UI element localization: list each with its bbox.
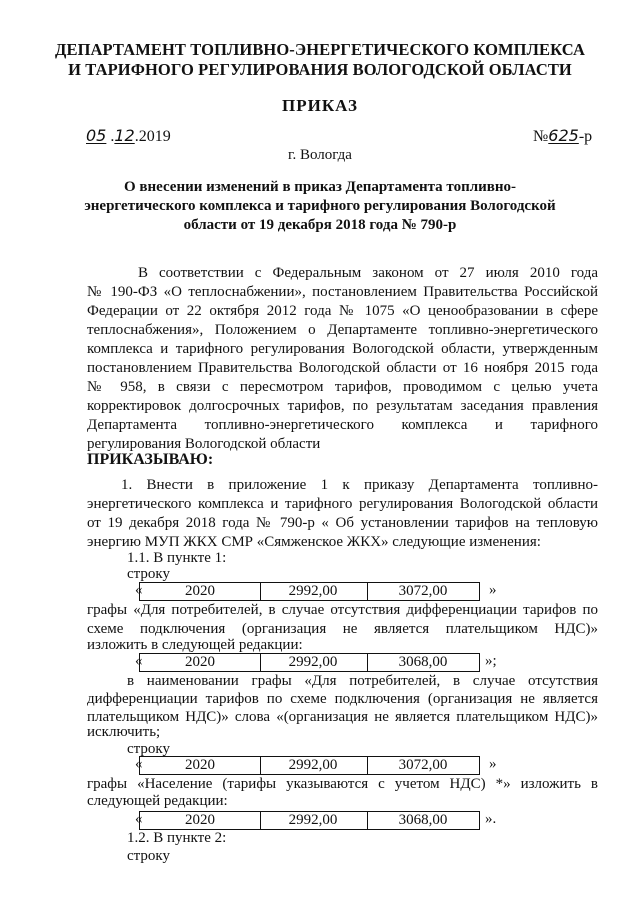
item1-line: 1. Внести в приложение 1 к приказу Департамента топливно- [121, 477, 598, 493]
order-date: 05 .12.2019 [86, 126, 171, 145]
stroku-label: строку [127, 848, 170, 864]
subject-line-1: О внесении изменений в приказ Департамента топливно- [123, 179, 517, 195]
item1-line: от 19 декабря 2018 года № 790-р « Об установлении тарифов на тепловую [87, 515, 598, 531]
city: г. Вологда [288, 147, 352, 163]
close-quote: ». [485, 811, 497, 827]
open-quote: « [135, 756, 143, 772]
open-quote: « [135, 582, 143, 598]
cell-value-1: 2992,00 [259, 811, 368, 830]
subitem-1-1-title: 1.1. В пункте 1: [127, 550, 227, 566]
preamble-line: постановлением Правительства Вологодской области от 16 ноября 2015 года [87, 360, 598, 376]
department-name-line-1: ДЕПАРТАМЕНТ ТОПЛИВНО-ЭНЕРГЕТИЧЕСКОГО КОМПЛЕКСА [55, 40, 585, 59]
subitem-1-2-title: 1.2. В пункте 2: [127, 830, 227, 846]
department-name-line-2: И ТАРИФНОГО РЕГУЛИРОВАНИЯ ВОЛОГОДСКОЙ ОБЛАСТИ [68, 60, 572, 79]
date-day-handwritten: 05 [86, 126, 107, 145]
preamble-line: комплекса и тарифного регулирования Вологодской области, утвержденным [87, 341, 598, 357]
text-b-line: плательщиком НДС)» слова «(организация не является плательщиком НДС)» [87, 709, 598, 725]
cell-value-2: 3068,00 [367, 811, 480, 830]
preamble-line: корректировок долгосрочных тарифов, по результатам заседания правления [87, 398, 598, 414]
text-c-last: следующей редакции: [87, 793, 228, 809]
cell-year: 2020 [139, 756, 261, 775]
stroku-label: строку [127, 741, 170, 757]
text-a-line: графы «Для потребителей, в случае отсутствия дифференциации тарифов по [87, 602, 598, 618]
open-quote: « [135, 653, 143, 669]
cell-year: 2020 [139, 582, 261, 601]
date-year: .2019 [134, 128, 171, 145]
text-b-line: в наименовании графы «Для потребителей, в случае отсутствия [127, 673, 598, 689]
stroku-label: строку [127, 566, 170, 582]
preamble-line: теплоснабжения», Положением о Департаменте топливно-энергетического [87, 322, 598, 338]
number-handwritten: 625 [548, 126, 579, 145]
cell-value-1: 2992,00 [259, 756, 368, 775]
date-month-handwritten: 12 [114, 126, 135, 145]
preamble-line: В соответствии с Федеральным законом от 27 июля 2010 года [138, 265, 598, 281]
order-word: ПРИКАЗЫВАЮ: [87, 451, 214, 468]
order-number [533, 126, 592, 146]
preamble-line: Департамента топливно-энергетического комплекса и тарифного [87, 417, 598, 433]
cell-value-2: 3068,00 [367, 653, 480, 672]
preamble-line: Федерации от 22 октября 2012 года № 1075 «О ценообразовании в сфере [87, 303, 598, 319]
close-quote: » [489, 756, 497, 772]
preamble-line-last: регулирования Вологодской области [87, 436, 321, 452]
preamble-line: № 190-ФЗ «О теплоснабжении», постановлением Правительства Российской [87, 284, 598, 300]
text-b-line: дифференциации тарифов по схеме подключения (организация не является [87, 691, 598, 707]
close-quote: »; [485, 653, 497, 669]
cell-value-2: 3072,00 [367, 582, 480, 601]
document-type-title: ПРИКАЗ [282, 96, 358, 115]
text-a-last: изложить в следующей редакции: [87, 637, 303, 653]
number-suffix: -р [578, 128, 593, 145]
cell-value-1: 2992,00 [259, 653, 368, 672]
preamble-line: № 958, в связи с пересмотром тарифов, проводимом с целью учета [87, 379, 598, 395]
close-quote: » [489, 582, 497, 598]
item1-line: энергетического комплекса и тарифного регулирования Вологодской области [87, 496, 598, 512]
open-quote: « [135, 811, 143, 827]
text-a-line: схеме подключения (организация не является плательщиком НДС)» [87, 621, 598, 637]
cell-value-1: 2992,00 [259, 582, 368, 601]
cell-year: 2020 [139, 811, 261, 830]
text-c-line: графы «Население (тарифы указываются с учетом НДС) *» изложить в [87, 776, 598, 792]
cell-value-2: 3072,00 [367, 756, 480, 775]
cell-year: 2020 [139, 653, 261, 672]
item1-line-last: энергию МУП ЖКХ СМР «Сямженское ЖКХ» следующие изменения: [87, 534, 541, 550]
text-b-last: исключить; [87, 724, 161, 740]
subject-line-3: области от 19 декабря 2018 года № 790-р [183, 217, 457, 233]
number-sign: № [533, 128, 549, 145]
subject-line-2: энергетического комплекса и тарифного регулирования Вологодской [84, 198, 556, 214]
